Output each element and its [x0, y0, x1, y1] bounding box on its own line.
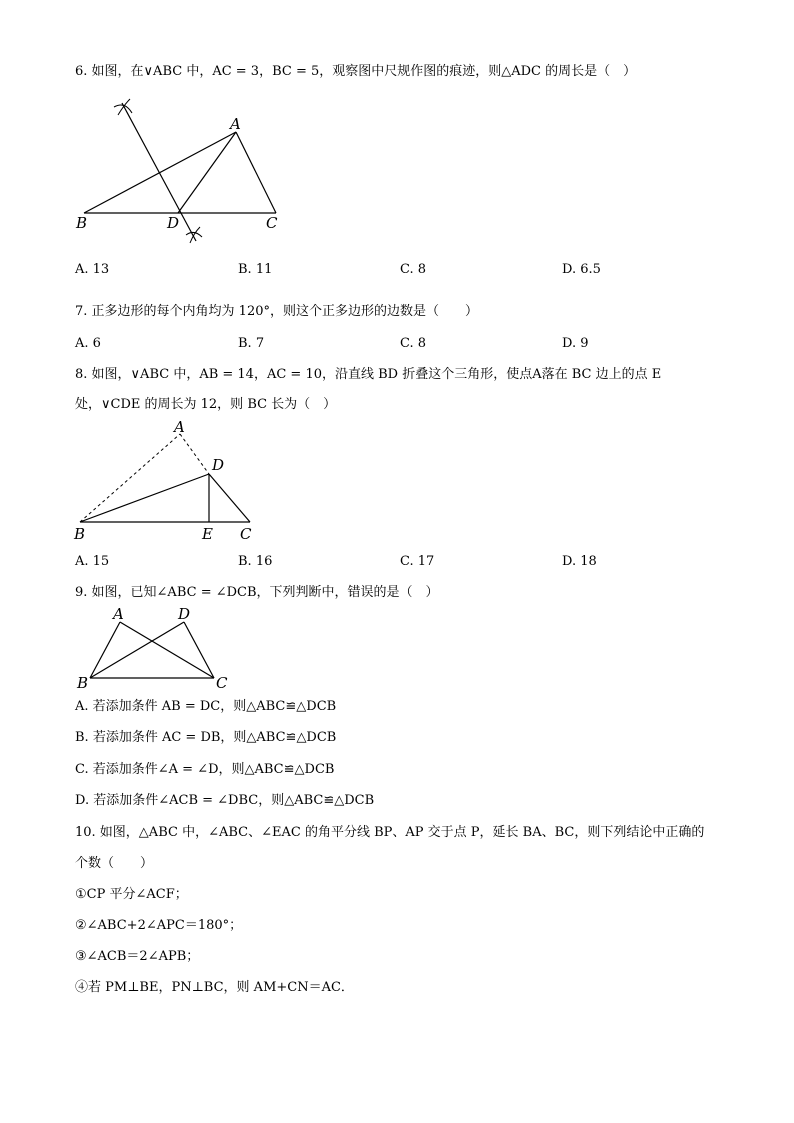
q8-label-C: C [240, 525, 252, 543]
q8-stem-line2: 处，∨CDE 的周长为 12，则 BC 长为（ ） [75, 397, 337, 412]
q8-label-D: D [212, 456, 225, 474]
q8-figure [70, 418, 270, 543]
q6-choice-c[interactable]: C. 8 [400, 262, 427, 277]
q9-choice-d[interactable]: D. 若添加条件∠ACB = ∠DBC，则△ABC≌△DCB [75, 793, 375, 808]
q7-choice-b[interactable]: B. 7 [238, 336, 265, 351]
q6-label-A: A [230, 115, 241, 133]
q9-figure [72, 605, 242, 693]
q10-item-1: ①CP 平分∠ACF； [75, 887, 188, 902]
q7-choice-c[interactable]: C. 8 [400, 336, 427, 351]
q6-stem: 6. 如图，在∨ABC 中，AC = 3，BC = 5，观察图中尺规作图的痕迹，则△ADC 的周长是（ ） [75, 64, 637, 79]
q8-choice-c[interactable]: C. 17 [400, 554, 435, 569]
q8-choice-d[interactable]: D. 18 [562, 554, 597, 569]
q9-label-B: B [77, 674, 89, 692]
q8-label-B: B [74, 525, 86, 543]
q9-choice-a[interactable]: A. 若添加条件 AB = DC，则△ABC≌△DCB [75, 699, 337, 714]
q8-stem-line1: 8. 如图，∨ABC 中，AB = 14，AC = 10，沿直线 BD 折叠这个三角形，使点A落在 BC 边上的点 E [75, 367, 662, 382]
q10-stem-line1: 10. 如图，△ABC 中，∠ABC、∠EAC 的角平分线 BP、AP 交于点 P，延长 BA、BC，则下列结论中正确的 [75, 825, 705, 840]
q7-choice-d[interactable]: D. 9 [562, 336, 589, 351]
q9-label-D: D [178, 605, 191, 623]
q10-item-3: ③∠ACB＝2∠APB； [75, 949, 200, 964]
q9-choice-b[interactable]: B. 若添加条件 AC = DB，则△ABC≌△DCB [75, 730, 337, 745]
q9-stem: 9. 如图，已知∠ABC = ∠DCB，下列判断中，错误的是（ ） [75, 585, 439, 600]
q6-choice-d[interactable]: D. 6.5 [562, 262, 601, 277]
q10-item-4: ④若 PM⊥BE，PN⊥BC，则 AM+CN＝AC． [75, 980, 354, 995]
q6-choice-a[interactable]: A. 13 [75, 262, 110, 277]
q10-item-2: ②∠ABC+2∠APC＝180°； [75, 918, 243, 933]
q9-choice-c[interactable]: C. 若添加条件∠A = ∠D，则△ABC≌△DCB [75, 762, 335, 777]
q8-choice-a[interactable]: A. 15 [75, 554, 110, 569]
q7-choice-a[interactable]: A. 6 [75, 336, 101, 351]
q8-choice-b[interactable]: B. 16 [238, 554, 273, 569]
q9-label-C: C [216, 674, 228, 692]
q6-label-D: D [167, 214, 180, 232]
q6-choice-b[interactable]: B. 11 [238, 262, 273, 277]
q7-stem: 7. 正多边形的每个内角均为 120°，则这个正多边形的边数是（ ） [75, 304, 478, 319]
q6-figure [70, 95, 300, 245]
q10-stem-line2: 个数（ ） [75, 856, 154, 871]
q6-label-B: B [76, 214, 88, 232]
q8-label-A: A [174, 418, 185, 436]
q9-label-A: A [113, 605, 124, 623]
q6-label-C: C [266, 214, 278, 232]
q8-label-E: E [202, 525, 213, 543]
